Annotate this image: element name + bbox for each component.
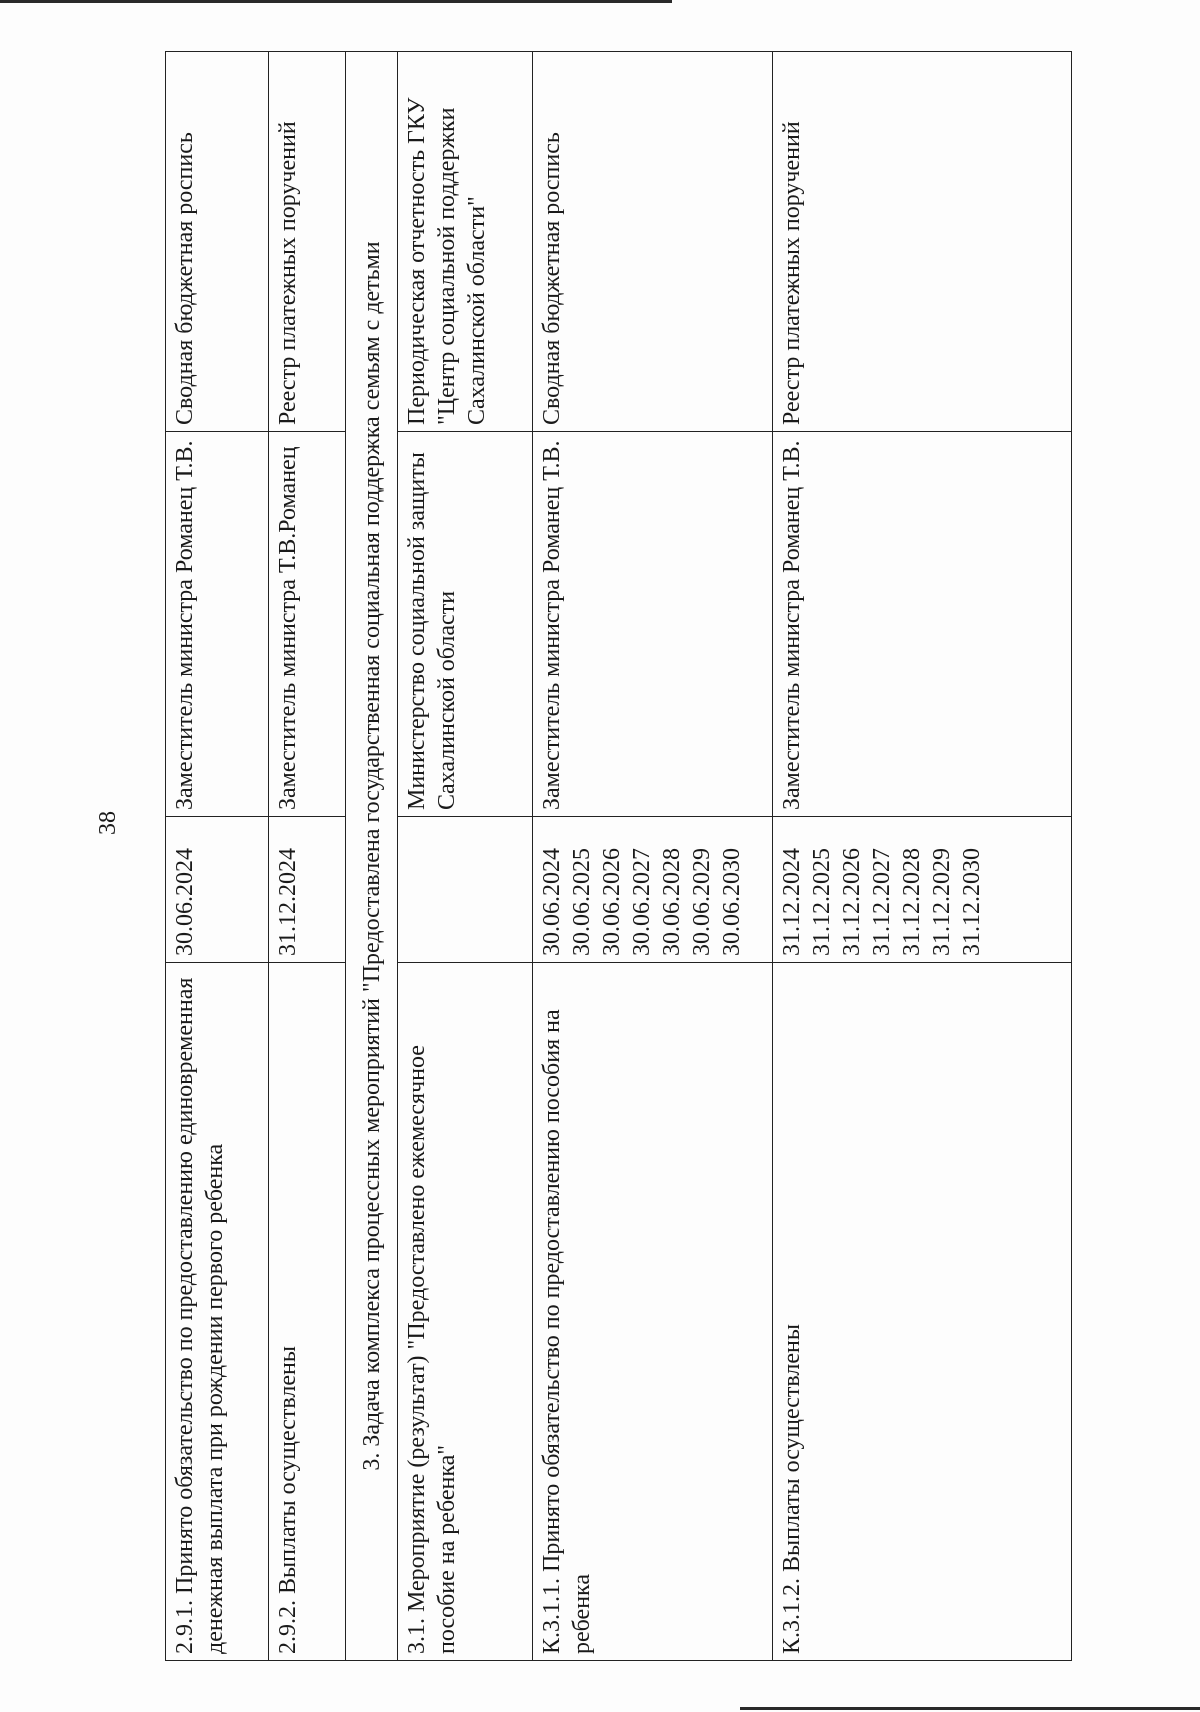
responsible-cell: Заместитель министра Романец Т.В. xyxy=(773,432,1072,817)
responsible-cell: Министерство социальной защиты Сахалинской области xyxy=(398,432,533,817)
rotated-table xyxy=(165,52,1071,1661)
document-cell: Реестр платежных поручений xyxy=(269,52,346,432)
table-row xyxy=(533,52,773,1661)
document-cell: Сводная бюджетная роспись xyxy=(166,52,269,432)
scan-border-bottom xyxy=(740,1707,1200,1710)
responsible-cell: Заместитель министра Романец Т.В. xyxy=(166,432,269,817)
deadline-cell: 31.12.2024 xyxy=(269,817,346,963)
section-header: 3. Задача комплекса процессных мероприятий "Предоставлена государственная социальная поддержка семьям с детьми xyxy=(346,52,398,1661)
event-name-cell: 2.9.1. Принято обязательство по предоставлению единовременная денежная выплата при рождении первого ребенка xyxy=(166,963,269,1661)
events-table xyxy=(165,51,1072,1661)
document-cell: Реестр платежных поручений xyxy=(773,52,1072,432)
table-container xyxy=(165,52,1071,1661)
deadline-cell: 31.12.2024 31.12.2025 31.12.2026 31.12.2027 31.12.2028 31.12.2029 31.12.2030 xyxy=(773,817,1072,963)
deadline-cell: 30.06.2024 30.06.2025 30.06.2026 30.06.2027 30.06.2028 30.06.2029 30.06.2030 xyxy=(533,817,773,963)
event-name-cell: 2.9.2. Выплаты осуществлены xyxy=(269,963,346,1661)
responsible-cell: Заместитель министра Романец Т.В. xyxy=(533,432,773,817)
deadline-cell xyxy=(398,817,533,963)
event-name-cell: К.3.1.1. Принято обязательство по предоставлению пособия на ребенка xyxy=(533,963,773,1661)
page-number: 38 xyxy=(95,811,121,835)
table-row xyxy=(773,52,1072,1661)
event-name-cell: 3.1. Мероприятие (результат) "Предоставлено ежемесячное пособие на ребенка" xyxy=(398,963,533,1661)
table-row xyxy=(398,52,533,1661)
scan-border-top xyxy=(0,0,672,3)
section-header-row xyxy=(346,52,398,1661)
table-row xyxy=(269,52,346,1661)
event-name-cell: К.3.1.2. Выплаты осуществлены xyxy=(773,963,1072,1661)
document-cell: Сводная бюджетная роспись xyxy=(533,52,773,432)
document-cell: Периодическая отчетность ГКУ "Центр социальной поддержки Сахалинской области" xyxy=(398,52,533,432)
deadline-cell: 30.06.2024 xyxy=(166,817,269,963)
responsible-cell: Заместитель министра Т.В.Романец xyxy=(269,432,346,817)
table-row xyxy=(166,52,269,1661)
